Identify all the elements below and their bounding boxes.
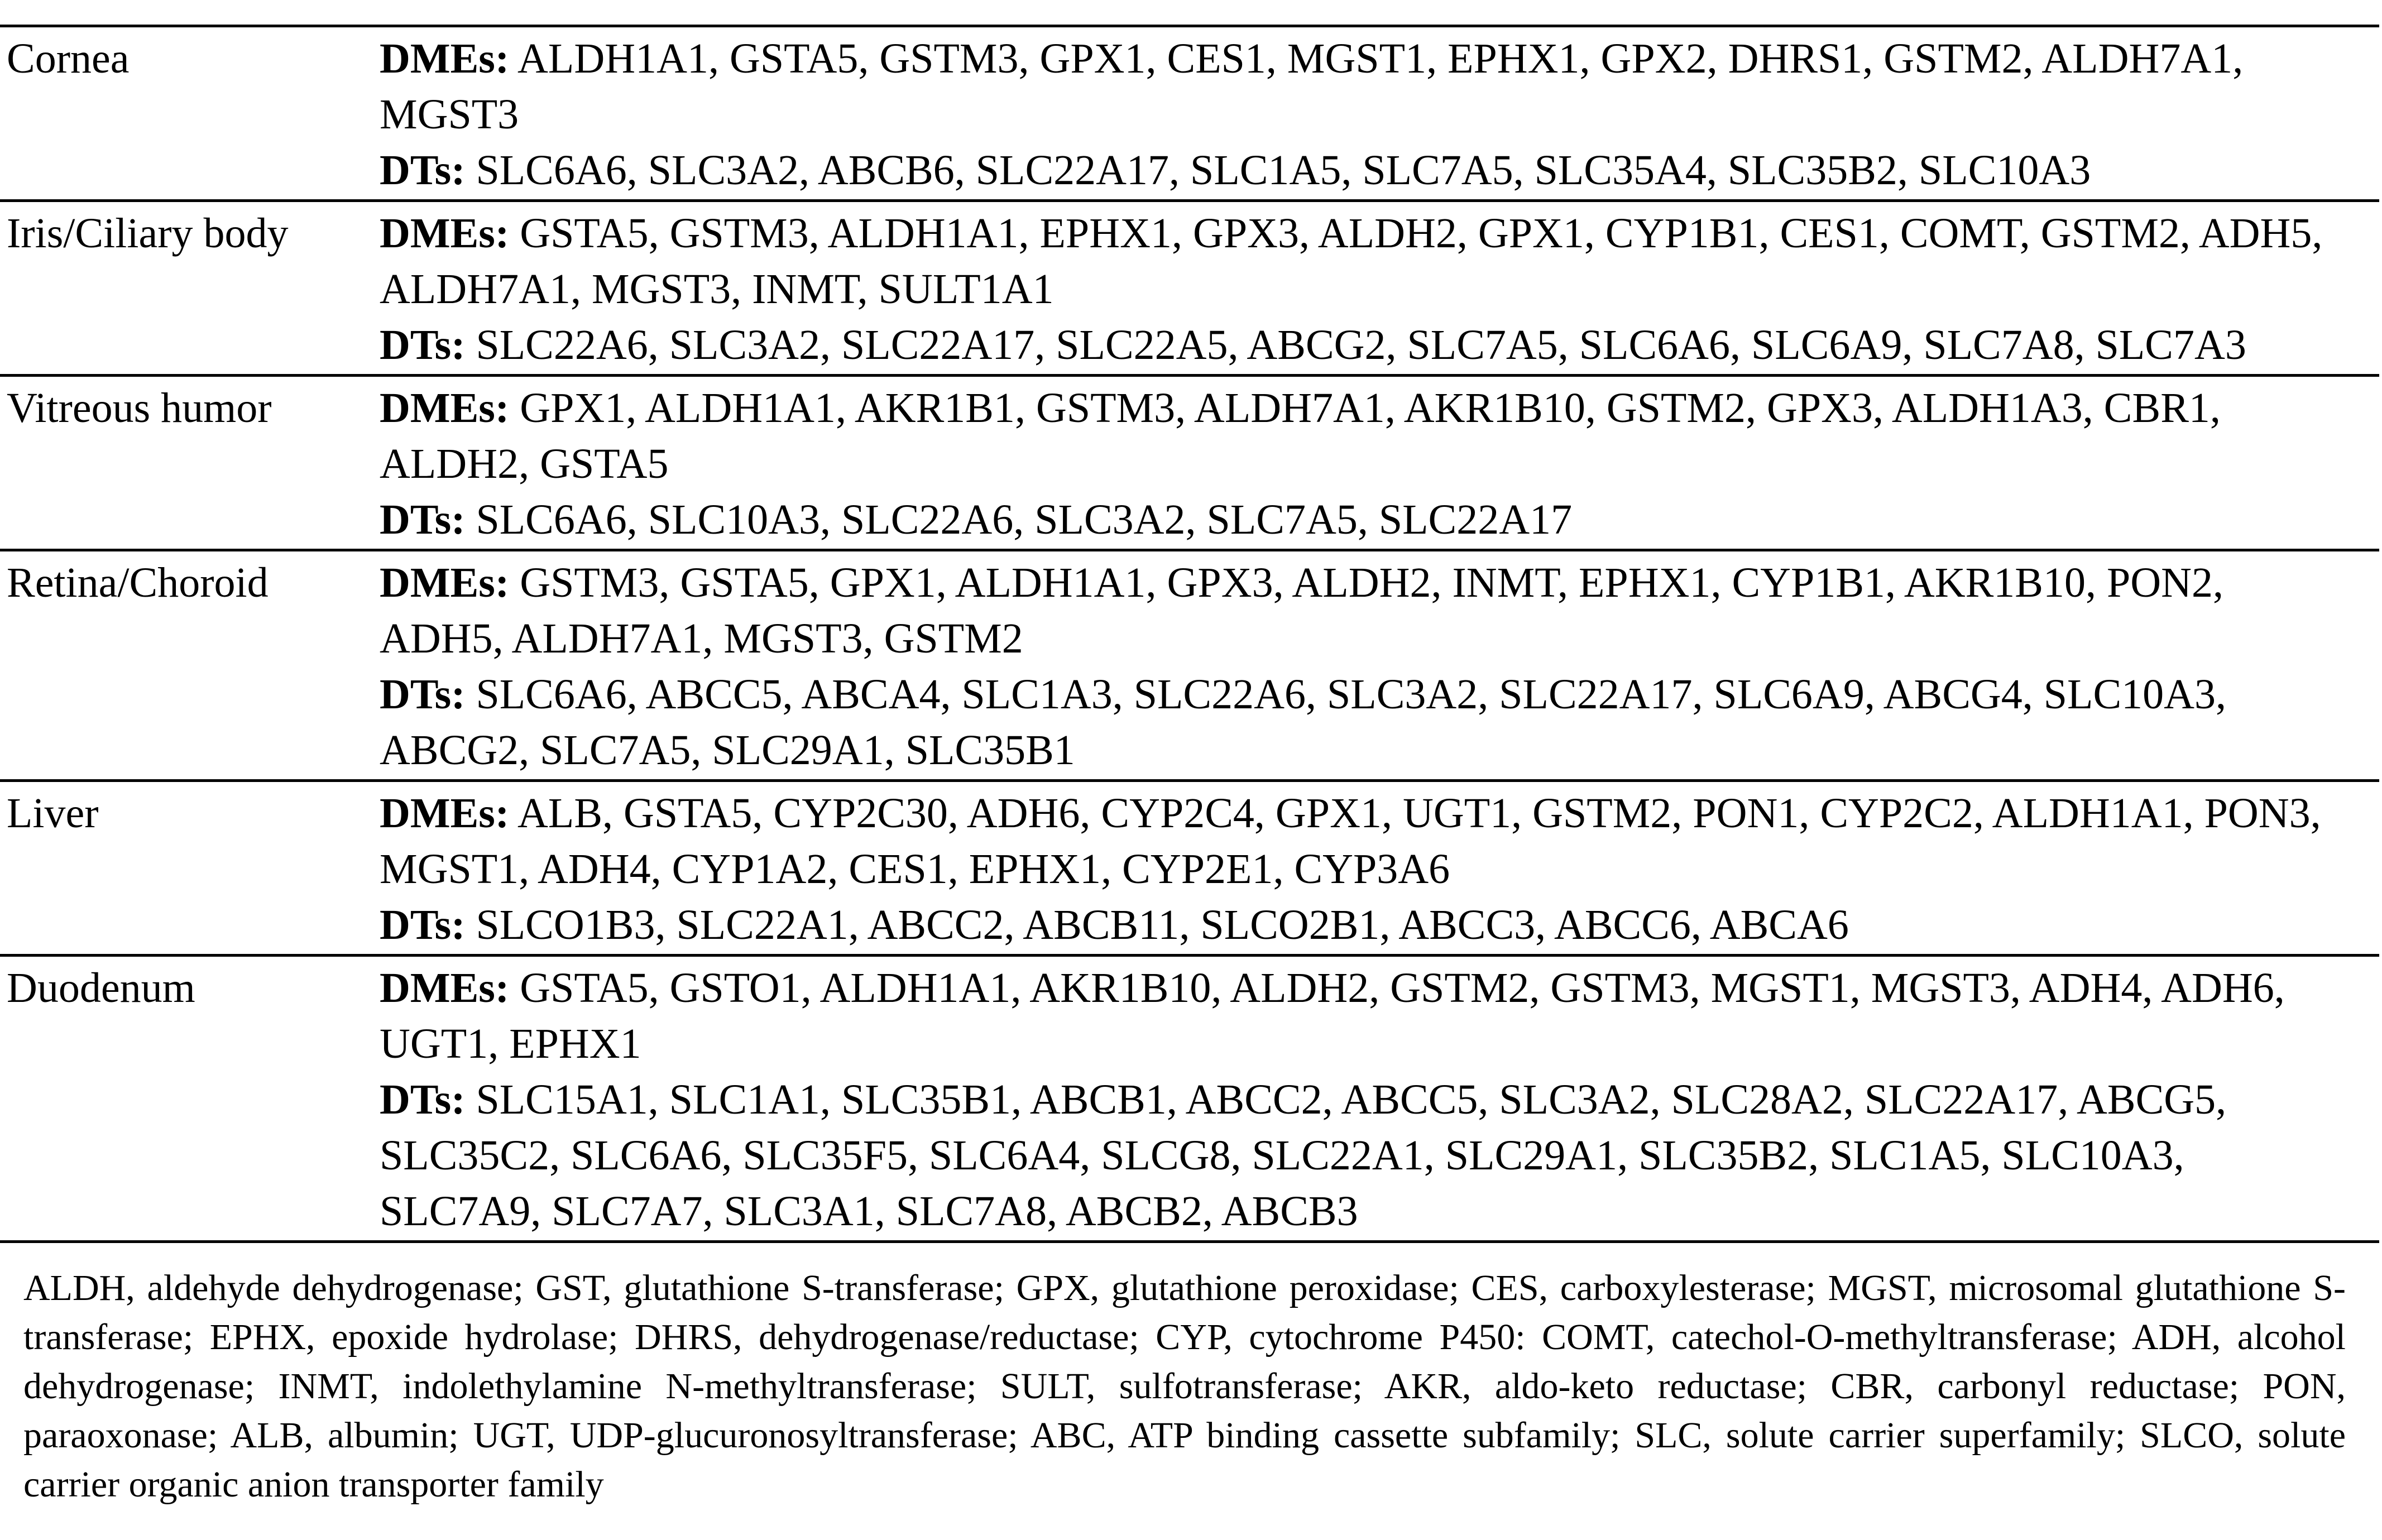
dmes-values: GPX1, ALDH1A1, AKR1B1, GSTM3, ALDH7A1, AKR1B10, GSTM2, GPX3, ALDH1A3, CBR1, ALDH2, GSTA5 bbox=[380, 385, 2221, 487]
dts-label: DTs: bbox=[380, 496, 466, 543]
dmes-list bbox=[380, 380, 2346, 492]
dts-values: SLC6A6, SLC3A2, ABCB6, SLC22A17, SLC1A5, SLC7A5, SLC35A4, SLC35B2, SLC10A3 bbox=[465, 147, 2091, 194]
dts-list bbox=[380, 142, 2346, 198]
dts-label: DTs: bbox=[380, 901, 466, 948]
dmes-label: DMEs: bbox=[380, 790, 510, 837]
dts-values: SLC15A1, SLC1A1, SLC35B1, ABCB1, ABCC2, ABCC5, SLC3A2, SLC28A2, SLC22A17, ABCG5, SLC35C2, SLC6A6, SLC35F5, SLC6A4, SLCG8, SLC22A1, SLC29A1, SLC35B2, SLC1A5, SLC10A3, SLC7A9, SLC7A7, SLC3A1, SLC7A8, ABCB2, ABCB3 bbox=[380, 1076, 2227, 1235]
row-content bbox=[380, 551, 2379, 779]
row-content bbox=[380, 202, 2379, 374]
dmes-list bbox=[380, 555, 2346, 666]
dmes-label: DMEs: bbox=[380, 385, 510, 431]
dmes-label: DMEs: bbox=[380, 965, 510, 1011]
dmes-values: GSTA5, GSTM3, ALDH1A1, EPHX1, GPX3, ALDH2, GPX1, CYP1B1, CES1, COMT, GSTM2, ADH5, ALDH7A1, MGST3, INMT, SULT1A1 bbox=[380, 210, 2323, 313]
tissue-name: Vitreous humor bbox=[7, 385, 272, 431]
row-content bbox=[380, 27, 2379, 199]
dmes-list bbox=[380, 785, 2346, 897]
dts-label: DTs: bbox=[380, 147, 466, 194]
dmes-values: ALDH1A1, GSTA5, GSTM3, GPX1, CES1, MGST1, EPHX1, GPX2, DHRS1, GSTM2, ALDH7A1, MGST3 bbox=[380, 35, 2244, 138]
dmes-values: ALB, GSTA5, CYP2C30, ADH6, CYP2C4, GPX1, UGT1, GSTM2, PON1, CYP2C2, ALDH1A1, PON3, MGST1, ADH4, CYP1A2, CES1, EPHX1, CYP2E1, CYP3A6 bbox=[380, 790, 2321, 893]
dts-values: SLC6A6, SLC10A3, SLC22A6, SLC3A2, SLC7A5, SLC22A17 bbox=[465, 496, 1573, 543]
table-row-liver bbox=[0, 782, 2379, 957]
dmes-label: DMEs: bbox=[380, 559, 510, 606]
dts-list bbox=[380, 1072, 2346, 1239]
dts-label: DTs: bbox=[380, 1076, 466, 1123]
dts-list bbox=[380, 492, 2346, 548]
tissue-name: Retina/Choroid bbox=[7, 559, 269, 606]
dts-values: SLCO1B3, SLC22A1, ABCC2, ABCB11, SLCO2B1, ABCC3, ABCC6, ABCA6 bbox=[465, 901, 1849, 948]
dts-values: SLC22A6, SLC3A2, SLC22A17, SLC22A5, ABCG2, SLC7A5, SLC6A6, SLC6A9, SLC7A8, SLC7A3 bbox=[465, 322, 2246, 368]
dts-list bbox=[380, 317, 2346, 373]
dts-label: DTs: bbox=[380, 322, 466, 368]
table-row-vitreous-humor bbox=[0, 377, 2379, 551]
tissue-name: Iris/Ciliary body bbox=[7, 210, 289, 257]
row-content bbox=[380, 377, 2379, 549]
dmes-list bbox=[380, 31, 2346, 142]
dts-values: SLC6A6, ABCC5, ABCA4, SLC1A3, SLC22A6, SLC3A2, SLC22A17, SLC6A9, ABCG4, SLC10A3, ABCG2, SLC7A5, SLC29A1, SLC35B1 bbox=[380, 671, 2227, 774]
table-row-iris-ciliary-body bbox=[0, 202, 2379, 377]
dts-list bbox=[380, 897, 2346, 953]
dmes-label: DMEs: bbox=[380, 35, 510, 82]
dts-list bbox=[380, 666, 2346, 778]
tissue-name: Liver bbox=[7, 790, 99, 837]
dmes-label: DMEs: bbox=[380, 210, 510, 257]
dmes-list bbox=[380, 205, 2346, 317]
abbreviations-footnote: ALDH, aldehyde dehydrogenase; GST, glutathione S-transferase; GPX, glutathione peroxidase; CES, carboxylesterase; MGST, microsomal glutathione S-transferase; EPHX, epoxide hydrolase; DHRS, dehydrogenase/reductase; CYP, cytochrome P450: COMT, catechol-O-methyltransferase; ADH, alcohol dehydrogenase; INMT, indolethylamine N-methyltransferase; SULT, sulfotransferase; AKR, aldo-keto reductase; CBR, carbonyl reductase; PON, paraoxonase; ALB, albumin; UGT, UDP-glucuronosyltransferase; ABC, ATP binding cassette subfamily; SLC, solute carrier superfamily; SLCO, solute carrier organic anion transporter family bbox=[23, 1268, 2346, 1505]
row-content bbox=[380, 782, 2379, 954]
dmes-values: GSTM3, GSTA5, GPX1, ALDH1A1, GPX3, ALDH2, INMT, EPHX1, CYP1B1, AKR1B10, PON2, ADH5, ALDH7A1, MGST3, GSTM2 bbox=[380, 559, 2224, 662]
dmes-list bbox=[380, 960, 2346, 1072]
table-row-duodenum bbox=[0, 957, 2379, 1243]
table-row-cornea bbox=[0, 27, 2379, 202]
table-row-retina-choroid bbox=[0, 551, 2379, 782]
tissue-expression-table bbox=[0, 25, 2379, 1243]
dts-label: DTs: bbox=[380, 671, 466, 718]
tissue-name: Cornea bbox=[7, 35, 130, 82]
tissue-name: Duodenum bbox=[7, 965, 195, 1011]
dmes-values: GSTA5, GSTO1, ALDH1A1, AKR1B10, ALDH2, GSTM2, GSTM3, MGST1, MGST3, ADH4, ADH6, UGT1, EPHX1 bbox=[380, 965, 2285, 1067]
row-content bbox=[380, 957, 2379, 1240]
